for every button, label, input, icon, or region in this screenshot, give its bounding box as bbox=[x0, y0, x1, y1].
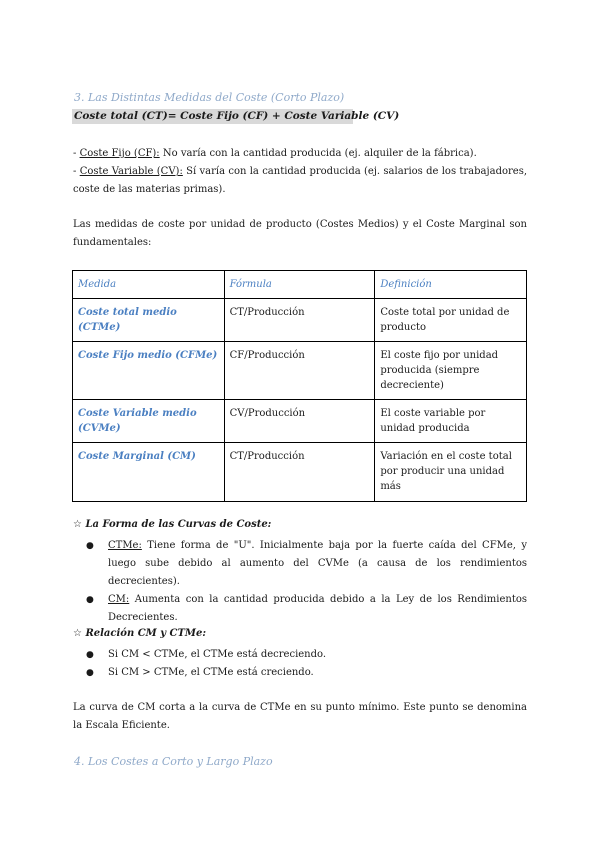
table-header-row bbox=[73, 271, 527, 299]
formula-cell: CF/Producción bbox=[224, 342, 375, 400]
list-item: ● Si CM > CTMe, el CTMe está creciendo. bbox=[86, 664, 527, 682]
measure-cell: Coste Variable medio (CVMe) bbox=[73, 400, 225, 443]
table-row bbox=[73, 400, 527, 443]
header-definition: Definición bbox=[375, 271, 527, 299]
curves-title: La Forma de las Curvas de Coste: bbox=[85, 519, 272, 530]
fixed-cost-text: No varía con la cantidad producida (ej. alquiler de la fábrica). bbox=[159, 148, 477, 159]
fixed-cost-term: Coste Fijo (CF): bbox=[79, 148, 160, 159]
definition-cell: El coste fijo por unidad producida (siempre decreciente) bbox=[375, 342, 527, 400]
ctme-text: Tiene forma de "U". Inicialmente baja por la fuerte caída del CFMe, y luego sube debido al aumento del CVMe (a causa de los rendimientos decrecientes). bbox=[108, 540, 527, 587]
star-icon: ☆ bbox=[73, 519, 82, 530]
table-row bbox=[73, 299, 527, 342]
total-cost-formula: Coste total (CT)= Coste Fijo (CF) + Coste Variable (CV) bbox=[74, 110, 400, 122]
measure-cell: Coste total medio (CTMe) bbox=[73, 299, 225, 342]
formula-cell: CT/Producción bbox=[224, 299, 375, 342]
measure-cell: Coste Fijo medio (CFMe) bbox=[73, 342, 225, 400]
cm-text: Aumenta con la cantidad producida debido a la Ley de los Rendimientos Decrecientes. bbox=[108, 594, 527, 623]
table-row bbox=[73, 342, 527, 400]
measure-cell: Coste Marginal (CM) bbox=[73, 443, 225, 502]
fixed-cost-prefix: - bbox=[73, 148, 80, 159]
variable-cost-prefix: - bbox=[73, 166, 80, 177]
star-icon: ☆ bbox=[73, 628, 82, 639]
relation-list bbox=[86, 646, 527, 682]
list-item bbox=[86, 537, 527, 591]
definition-cell: Coste total por unidad de producto bbox=[375, 299, 527, 342]
section-3-heading: 3. Las Distintas Medidas del Coste (Corto Plazo) bbox=[74, 91, 345, 104]
definition-cell: El coste variable por unidad producida bbox=[375, 400, 527, 443]
list-item bbox=[86, 591, 527, 627]
cm-term: CM: bbox=[108, 594, 130, 605]
header-measure: Medida bbox=[73, 271, 225, 299]
cost-measures-table bbox=[72, 270, 527, 502]
curves-list bbox=[86, 537, 527, 627]
curves-subheading bbox=[73, 519, 271, 530]
variable-cost-definition bbox=[73, 163, 527, 199]
variable-cost-text: Sí varía con la cantidad producida (ej. salarios de los trabajadores, coste de las materias primas). bbox=[73, 166, 528, 195]
intro-paragraph: Las medidas de coste por unidad de producto (Costes Medios) y el Coste Marginal son fundamentales: bbox=[73, 219, 527, 248]
ctme-term: CTMe: bbox=[108, 540, 142, 551]
header-formula: Fórmula bbox=[224, 271, 375, 299]
conclusion-paragraph: La curva de CM corta a la curva de CTMe en su punto mínimo. Este punto se denomina la Escala Eficiente. bbox=[73, 702, 527, 731]
list-item: ● Si CM < CTMe, el CTMe está decreciendo. bbox=[86, 646, 527, 664]
variable-cost-term: Coste Variable (CV): bbox=[79, 166, 183, 177]
definition-cell: Variación en el coste total por producir una unidad más bbox=[375, 443, 527, 502]
relation-title: Relación CM y CTMe: bbox=[85, 628, 207, 639]
formula-cell: CT/Producción bbox=[224, 443, 375, 502]
section-4-heading: 4. Los Costes a Corto y Largo Plazo bbox=[74, 755, 273, 768]
relation-subheading bbox=[73, 628, 206, 639]
table-row bbox=[73, 443, 527, 502]
fixed-cost-definition bbox=[73, 145, 527, 163]
formula-cell: CV/Producción bbox=[224, 400, 375, 443]
